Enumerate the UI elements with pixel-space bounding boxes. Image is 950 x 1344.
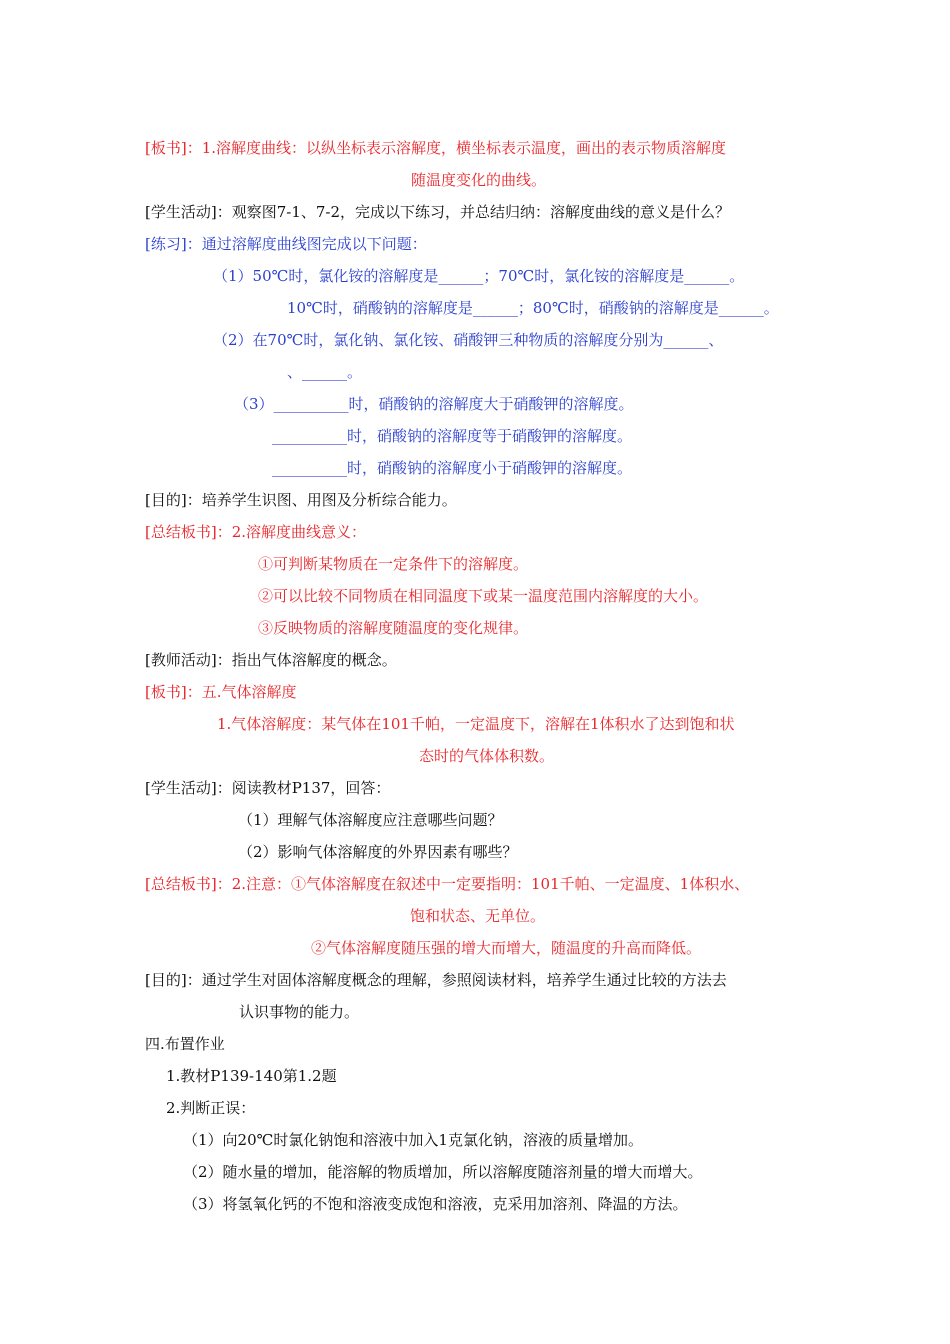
exercise-q3-line3: __________时，硝酸钠的溶解度小于硝酸钾的溶解度。 <box>272 459 633 477</box>
meaning-item-1: ①可判断某物质在一定条件下的溶解度。 <box>258 555 529 573</box>
reading-question-1: （1）理解气体溶解度应注意哪些问题？ <box>238 811 503 829</box>
judgement-item-3: （3）将氢氧化钙的不饱和溶液变成饱和溶液，克采用加溶剂、降温的方法。 <box>183 1195 688 1213</box>
board-note-solubility-curve: [板书]：1.溶解度曲线：以纵坐标表示溶解度，横坐标表示温度，画出的表示物质溶解度 <box>145 139 727 157</box>
purpose-note-2: [目的]：通过学生对固体溶解度概念的理解，参照阅读材料，培养学生通过比较的方法去 <box>145 971 727 989</box>
meaning-item-3: ③反映物质的溶解度随温度的变化规律。 <box>258 619 529 637</box>
gas-solubility-definition-cont: 态时的气体体积数。 <box>419 747 555 765</box>
judgement-item-2: （2）随水量的增加，能溶解的物质增加，所以溶解度随溶剂量的增大而增大。 <box>183 1163 703 1181</box>
exercise-q1-line1: （1）50℃时，氯化铵的溶解度是______；70℃时，氯化铵的溶解度是______。 <box>213 267 745 285</box>
summary-board-meaning: [总结板书]：2.溶解度曲线意义： <box>145 523 367 541</box>
teacher-activity: [教师活动]：指出气体溶解度的概念。 <box>145 651 397 669</box>
board-note-gas-solubility: [板书]：五.气体溶解度 <box>145 683 297 701</box>
gas-solubility-definition: 1.气体溶解度：某气体在101千帕，一定温度下，溶解在1体积水了达到饱和状 <box>217 715 735 733</box>
student-activity-observe: [学生活动]：观察图7-1、7-2，完成以下练习，并总结归纳：溶解度曲线的意义是什么？ <box>145 203 731 221</box>
board-note-solubility-curve-cont: 随温度变化的曲线。 <box>411 171 547 189</box>
homework-item-2: 2.判断正误： <box>166 1099 256 1117</box>
summary-board-notes-cont: 饱和状态、无单位。 <box>410 907 546 925</box>
purpose-note-2-cont: 认识事物的能力。 <box>239 1003 360 1021</box>
exercise-q3-line2: __________时，硝酸钠的溶解度等于硝酸钾的溶解度。 <box>272 427 633 445</box>
exercise-heading: [练习]：通过溶解度曲线图完成以下问题： <box>145 235 427 253</box>
exercise-q2-line2: 、______。 <box>287 363 363 381</box>
reading-question-2: （2）影响气体溶解度的外界因素有哪些？ <box>238 843 518 861</box>
homework-heading: 四.布置作业 <box>145 1035 225 1053</box>
homework-item-1: 1.教材P139-140第1.2题 <box>166 1067 337 1085</box>
exercise-q1-line2: 10℃时，硝酸钠的溶解度是______；80℃时，硝酸钠的溶解度是______。 <box>287 299 779 317</box>
meaning-item-2: ②可以比较不同物质在相同温度下或某一温度范围内溶解度的大小。 <box>258 587 709 605</box>
summary-board-notes: [总结板书]：2.注意：①气体溶解度在叙述中一定要指明：101千帕、一定温度、1体积水、 <box>145 875 750 893</box>
student-activity-read: [学生活动]：阅读教材P137，回答： <box>145 779 391 797</box>
judgement-item-1: （1）向20℃时氯化钠饱和溶液中加入1克氯化钠，溶液的质量增加。 <box>183 1131 643 1149</box>
exercise-q2-line1: （2）在70℃时，氯化钠、氯化铵、硝酸钾三种物质的溶解度分别为______、 <box>213 331 724 349</box>
purpose-note-1: [目的]：培养学生识图、用图及分析综合能力。 <box>145 491 457 509</box>
gas-solubility-rule: ②气体溶解度随压强的增大而增大，随温度的升高而降低。 <box>311 939 702 957</box>
exercise-q3-line1: （3）__________时，硝酸钠的溶解度大于硝酸钾的溶解度。 <box>234 395 634 413</box>
